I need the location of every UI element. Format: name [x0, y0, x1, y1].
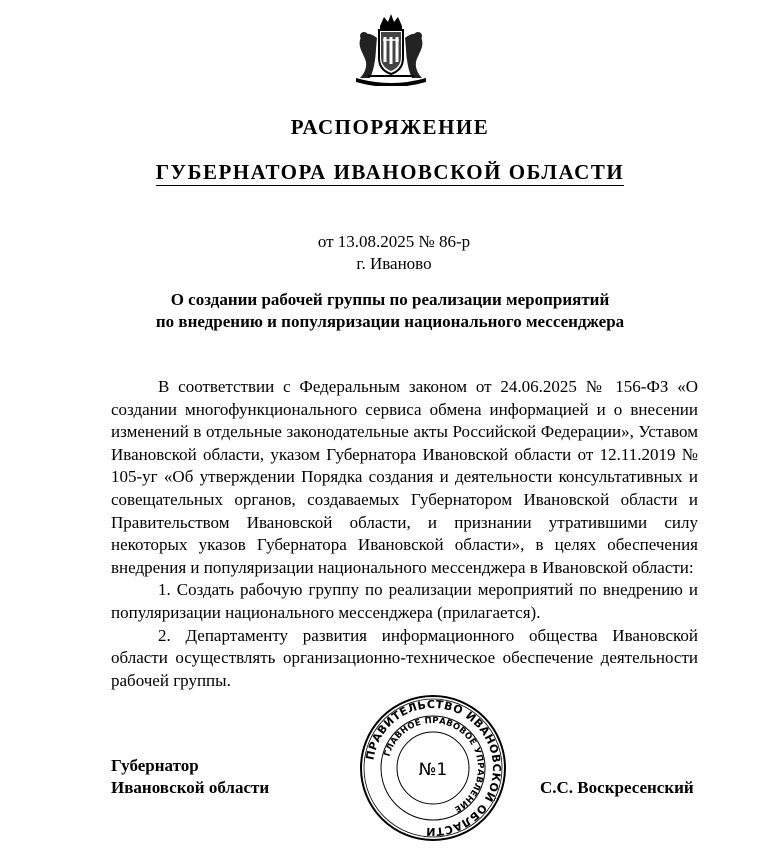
- subject-heading: [110, 289, 670, 333]
- coat-of-arms-icon: [346, 10, 436, 86]
- stamp-number: №1: [418, 760, 448, 780]
- document-body: [111, 376, 698, 692]
- stamp-inner-text: ГЛАВНОЕ ПРАВОВОЕ УПРАВЛЕНИЕ: [382, 715, 486, 814]
- signatory-position: [111, 755, 269, 799]
- subject-line-2: по внедрению и популяризации национального мессенджера: [155, 312, 625, 331]
- signatory-name: С.С. Воскресенский: [540, 778, 694, 797]
- official-stamp: [358, 693, 508, 843]
- date-number: от 13.08.2025 № 86-р: [317, 232, 471, 251]
- signatory-position-line-1: Губернатор: [111, 756, 199, 775]
- preamble-paragraph: В соответствии с Федеральным законом от 24.06.2025 № 156-ФЗ «О создании многофункционального сервиса обмена информацией и о внесении изменений в отдельные законодательные акты Российской Федерации», Уставом Ивановской области, указом Губернатора Ивановской области от 12.11.2019 № 105-уг «Об утверждении Порядка создания и деятельности консультативных и совещательных органов, создаваемых Губернатором Ивановской области и Правительством Ивановской области, и признании утратившими силу некоторых указов Губернатора Ивановской области», в целях обеспечения внедрения и популяризации национального мессенджера в Ивановской области:: [111, 377, 698, 577]
- signatory-position-line-2: Ивановской области: [111, 778, 270, 797]
- document-type-title: РАСПОРЯЖЕНИЕ: [290, 115, 490, 139]
- clause-2-paragraph: 2. Департаменту развития информационного общества Ивановской области осуществлять организационно-техническое обеспечение деятельности рабочей группы.: [111, 625, 698, 690]
- issuer-title-text: ГУБЕРНАТОРА ИВАНОВСКОЙ ОБЛАСТИ: [155, 160, 625, 184]
- city: г. Иваново: [356, 254, 432, 273]
- stamp-outer-text: ПРАВИТЕЛЬСТВО ИВАНОВСКОЙ ОБЛАСТИ: [363, 697, 504, 839]
- subject-line-1: О создании рабочей группы по реализации мероприятий: [170, 290, 610, 309]
- clause-1-paragraph: 1. Создать рабочую группу по реализации мероприятий по внедрению и популяризации национального мессенджера (прилагается).: [111, 580, 698, 622]
- issuer-title: [0, 160, 780, 185]
